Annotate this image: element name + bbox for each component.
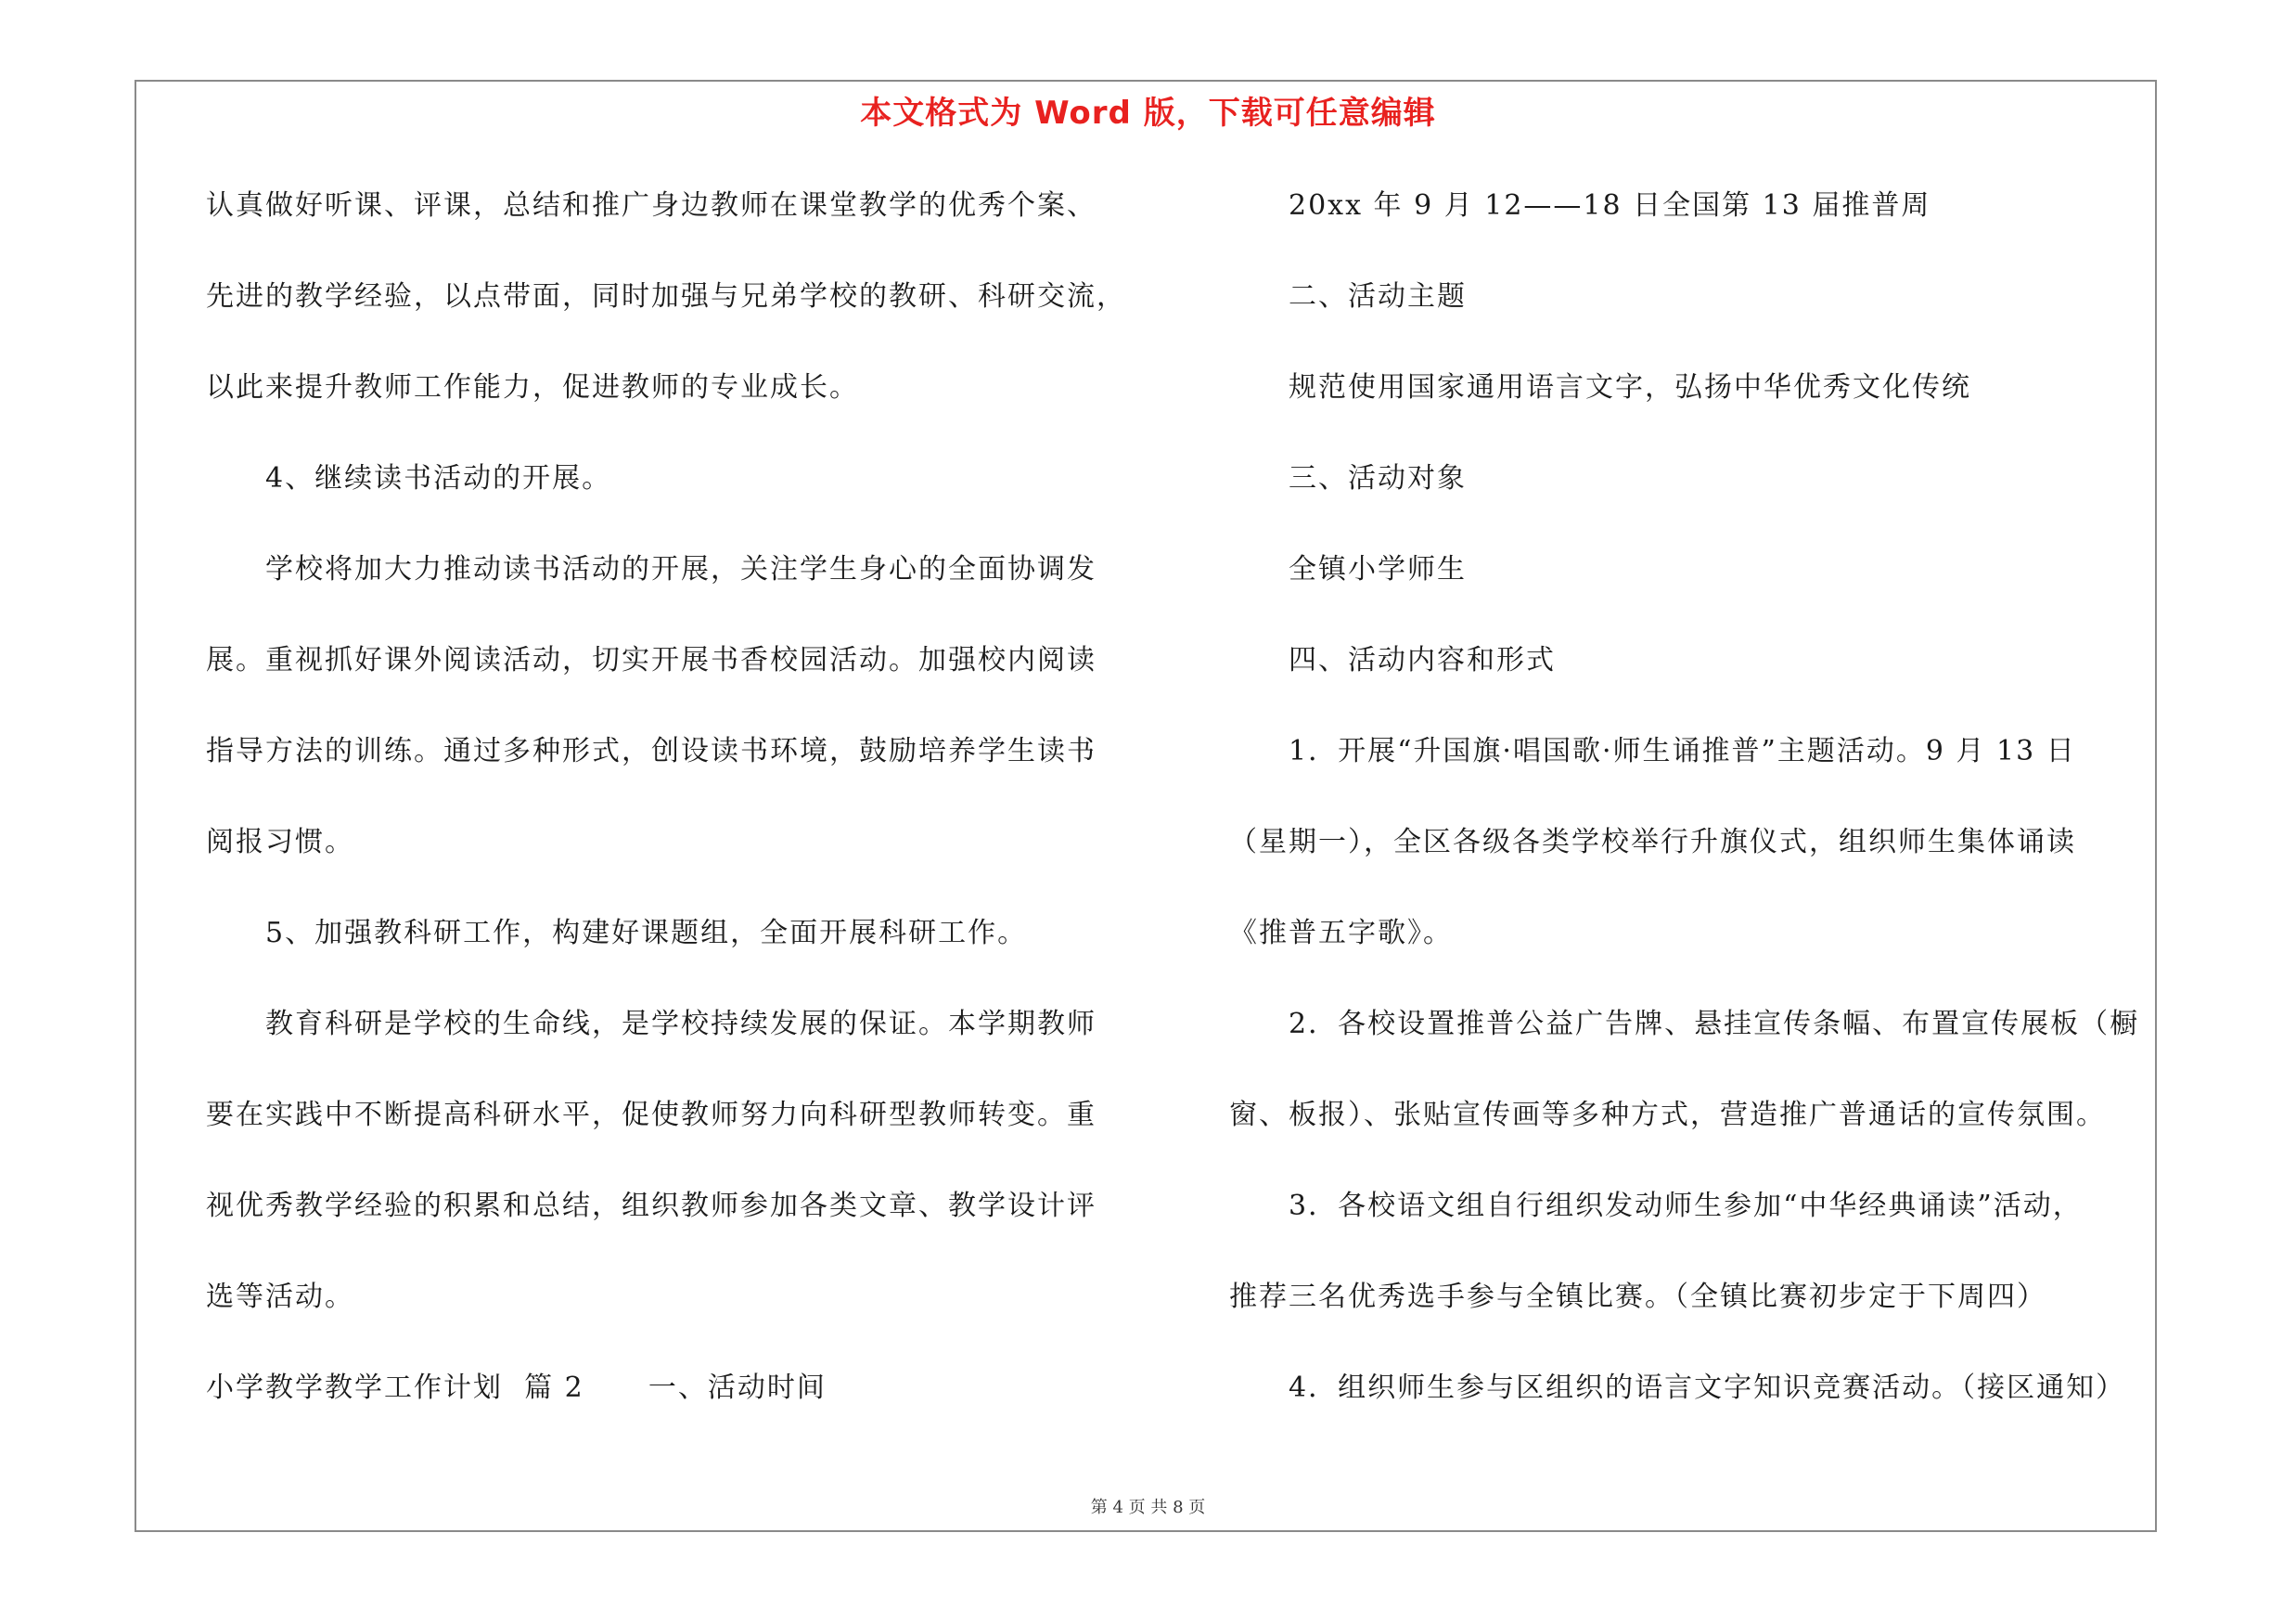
right-heading: 二、活动主题 <box>1289 280 1467 313</box>
right-line: 推荐三名优秀选手参与全镇比赛。（全镇比赛初步定于下周四） <box>1229 1281 2046 1313</box>
right-line: 3．各校语文组自行组织发动师生参加“中华经典诵读”活动， <box>1289 1190 2083 1222</box>
right-line: 《推普五字歌》。 <box>1229 917 1453 949</box>
left-line: 学校将加大力推动读书活动的开展，关注学生身心的全面协调发 <box>265 553 1097 586</box>
right-line: 全镇小学师生 <box>1289 553 1467 586</box>
section-title: 小学教学教学工作计划 篇 2 一、活动时间 <box>206 1372 827 1404</box>
left-line: 视优秀教学经验的积累和总结，组织教师参加各类文章、教学设计评 <box>206 1190 1097 1222</box>
left-line: 选等活动。 <box>206 1281 354 1313</box>
left-line: 教育科研是学校的生命线，是学校持续发展的保证。本学期教师 <box>265 1008 1097 1040</box>
left-heading: 4、继续读书活动的开展。 <box>265 462 612 495</box>
right-heading: 三、活动对象 <box>1289 462 1467 495</box>
right-line: （星期一），全区各级各类学校举行升旗仪式，组织师生集体诵读 <box>1229 826 2076 858</box>
right-line: 窗、板报）、张贴宣传画等多种方式，营造推广普通话的宣传氛围。 <box>1229 1099 2106 1131</box>
right-line: 1．开展“升国旗·唱国歌·师生诵推普”主题活动。9 月 13 日 <box>1289 735 2076 767</box>
left-line: 展。重视抓好课外阅读活动，切实开展书香校园活动。加强校内阅读 <box>206 644 1097 676</box>
left-heading: 5、加强教科研工作，构建好课题组，全面开展科研工作。 <box>265 917 1028 949</box>
left-line: 要在实践中不断提高科研水平，促使教师努力向科研型教师转变。重 <box>206 1099 1097 1131</box>
left-line: 指导方法的训练。通过多种形式，创设读书环境，鼓励培养学生读书 <box>206 735 1097 767</box>
right-line: 2．各校设置推普公益广告牌、悬挂宣传条幅、布置宣传展板（橱 <box>1289 1008 2140 1040</box>
right-line: 20xx 年 9 月 12——18 日全国第 13 届推普周 <box>1289 189 1931 222</box>
left-line: 阅报习惯。 <box>206 826 354 858</box>
right-line: 4．组织师生参与区组织的语言文字知识竞赛活动。（接区通知） <box>1289 1372 2126 1404</box>
page-number: 第 4 页 共 8 页 <box>1090 1498 1206 1517</box>
word-format-banner: 本文格式为 Word 版，下载可任意编辑 <box>860 95 1436 132</box>
left-line: 以此来提升教师工作能力，促进教师的专业成长。 <box>206 371 859 404</box>
right-heading: 四、活动内容和形式 <box>1289 644 1556 676</box>
left-line: 先进的教学经验，以点带面，同时加强与兄弟学校的教研、科研交流， <box>206 280 1126 313</box>
left-line: 认真做好听课、评课，总结和推广身边教师在课堂教学的优秀个案、 <box>206 189 1097 222</box>
right-line: 规范使用国家通用语言文字，弘扬中华优秀文化传统 <box>1289 371 1971 404</box>
